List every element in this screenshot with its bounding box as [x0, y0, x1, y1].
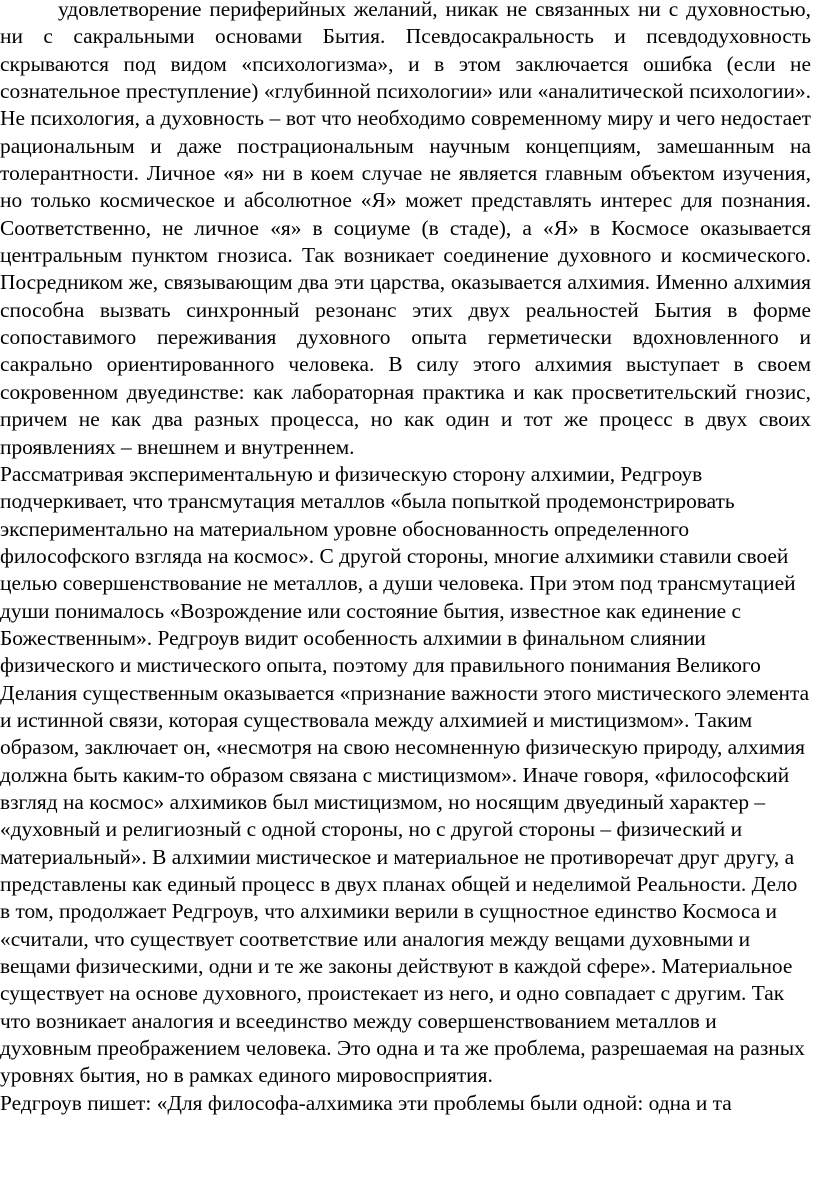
- paragraph-2: Рассматривая экспериментальную и физическую сторону алхимии, Редгроув подчеркивает, что трансмутация металлов «была попыткой продемонстрировать экспериментально на материальном уровне обоснованность определенного философского взгляда на космос». С другой стороны, многие алхимики ставили своей целью совершенствование не металлов, а души человека. При этом под трансмутацией души понималось «Возрождение или состояние бытия, известное как единение с Божественным». Редгроув видит особенность алхимии в финальном слиянии физического и мистического опыта, поэтому для правильного понимания Великого Делания существенным оказывается «признание важности этого мистического элемента и истинной связи, которая существовала между алхимией и мистицизмом». Таким образом, заключает он, «несмотря на свою несомненную физическую природу, алхимия должна быть каким-то образом связана с мистицизмом». Иначе говоря, «философский взгляд на космос» алхимиков был мистицизмом, но носящим двуединый характер – «духовный и религиозный с одной стороны, но с другой стороны – физический и материальный». В алхимии мистическое и материальное не противоречат друг другу, а представлены как единый процесс в двух планах общей и неделимой Реальности. Дело в том, продолжает Редгроув, что алхимики верили в сущностное единство Космоса и «считали, что существует соответствие или аналогия между вещами духовными и вещами физическими, одни и те же законы действуют в каждой сфере». Материальное существует на основе духовного, проистекает из него, и одно совпадает с другим. Так что возникает аналогия и всеединство между совершенствованием металлов и духовным преображением человека. Это одна и та же проблема, разрешаемая на разных уровнях бытия, но в рамках единого мировосприятия.: [0, 461, 810, 1088]
- paragraph-3: Редгроув пишет: «Для философа-алхимика эти проблемы были одной: одна и та: [0, 1090, 732, 1115]
- paragraph-1: удовлетворение периферийных желаний, никак не связанных ни с духовностью, ни с сакральными основами Бытия. Псевдосакральность и псевдодуховность скрываются под видом «психологизма», и в этом заключается ошибка (если не сознательное преступление) «глубинной психологии» или «аналитической психологии». Не психология, а духовность – вот что необходимо современному миру и чего недостает рациональным и даже пострациональным научным концепциям, замешанным на толерантности. Личное «я» ни в коем случае не является главным объектом изучения, но только космическое и абсолютное «Я» может представлять интерес для познания. Соответственно, не личное «я» в социуме (в стаде), а «Я» в Космосе оказывается центральным пунктом гнозиса. Так возникает соединение духовного и космического. Посредником же, связывающим два эти царства, оказывается алхимия. Именно алхимия способна вызвать синхронный резонанс этих двух реальностей Бытия в форме сопоставимого переживания духовного опыта герметически вдохновленного и сакрально ориентированного человека. В силу этого алхимия выступает в своем сокровенном двуединстве: как лабораторная практика и как просветительский гнозис, причем не как два разных процесса, но как один и тот же процесс в двух своих проявлениях – внешнем и внутреннем.: [0, 0, 811, 459]
